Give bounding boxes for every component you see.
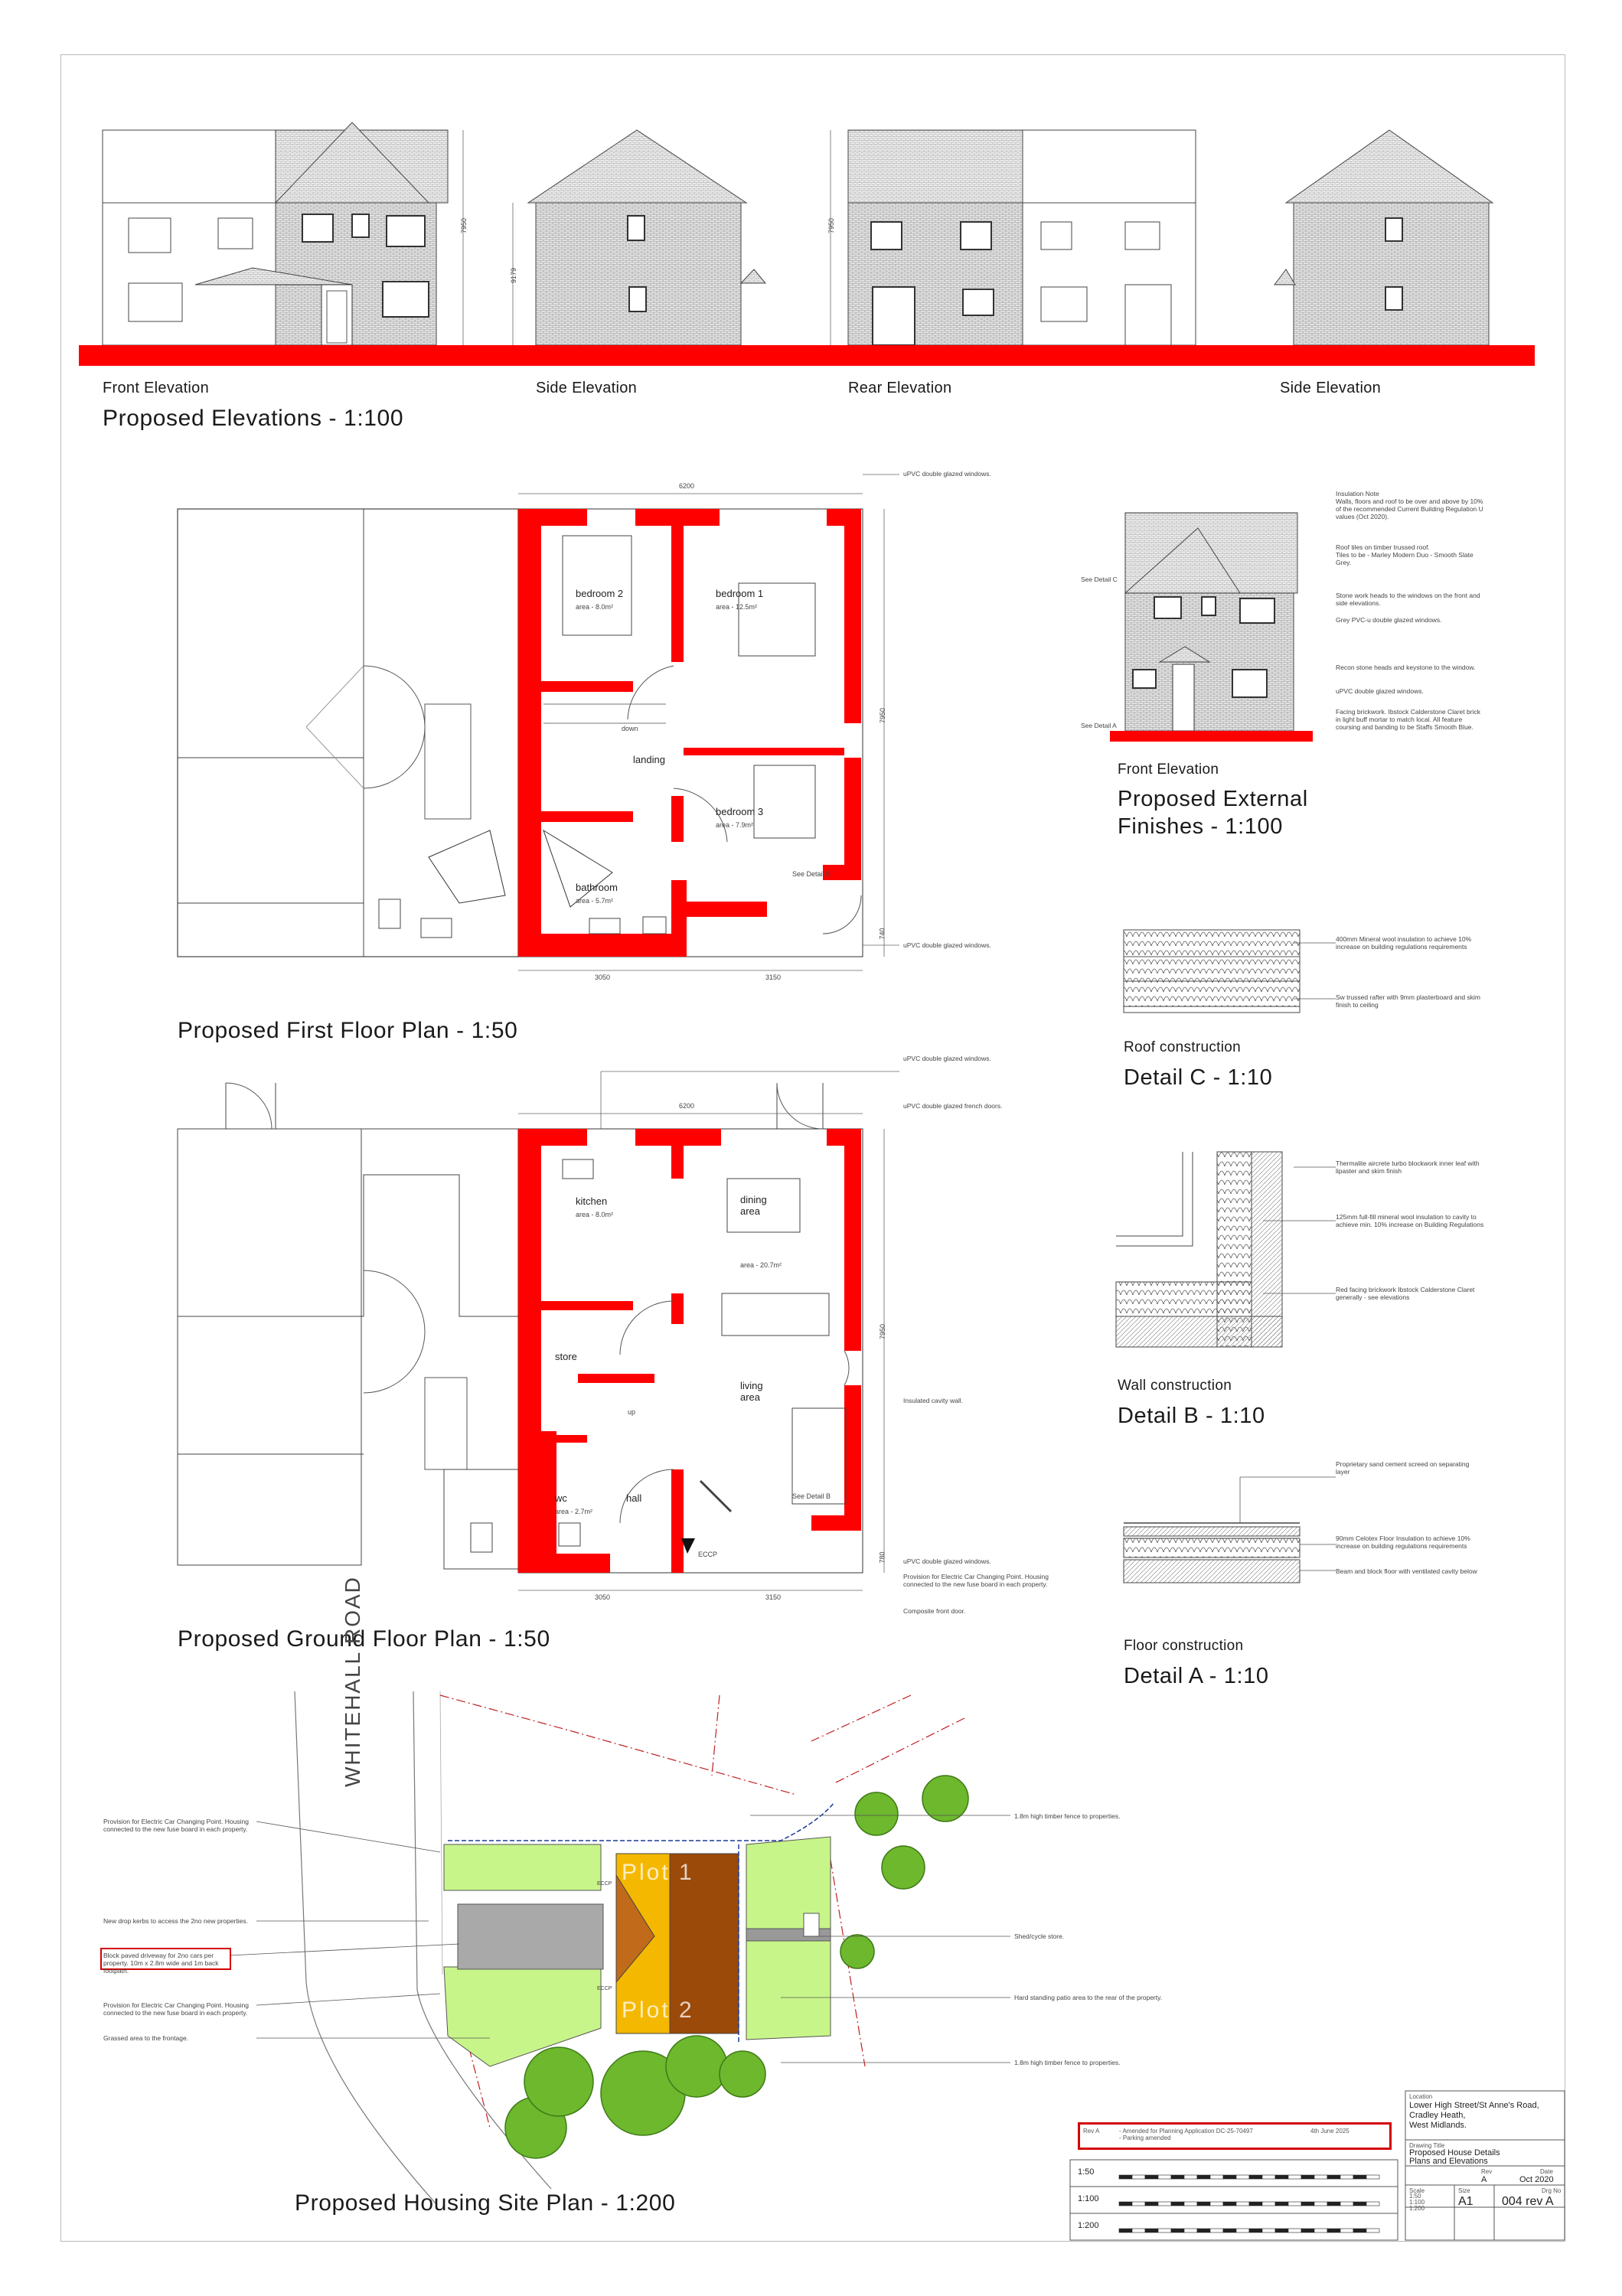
scalebar-segment (1197, 2229, 1210, 2232)
detail-a-note-1: Proprietary sand cement screed on separating layer (1336, 1460, 1470, 1476)
detail-c-roof (1124, 930, 1336, 1013)
gf-dim-left: 3050 (595, 1593, 611, 1601)
ff-note-windows-1: uPVC double glazed windows. (903, 470, 991, 478)
scalebar-segment (1275, 2229, 1288, 2232)
scalebar-segment (1145, 2229, 1158, 2232)
detail-c-note-1: 400mm Mineral wool insulation to achieve 10% increase on building regulations requirements (1336, 935, 1472, 951)
ff-area-bedroom2: area - 8.0m² (576, 603, 614, 611)
scalebar-segment (1327, 2175, 1340, 2179)
detail-a-caption: Floor construction (1124, 1638, 1244, 1654)
detail-b-title: Detail B - 1:10 (1118, 1404, 1265, 1428)
detail-c-note-2: Sw trussed rafter with 9mm plasterboard and skim finish to ceiling (1336, 993, 1480, 1009)
scalebar-segment (1288, 2202, 1301, 2206)
gf-room-wc: wc (555, 1492, 567, 1504)
scalebar-segment (1327, 2229, 1340, 2232)
scalebar-segment (1223, 2175, 1236, 2179)
detail-b-note-2: 125mm full-fill mineral wool insulation to cavity to achieve min. 10% increase on Building Regulations (1336, 1213, 1484, 1228)
gf-note-6: Composite front door. (903, 1607, 966, 1615)
scalebar-segment (1184, 2175, 1197, 2179)
front-elevation (103, 122, 448, 345)
detail-a-title: Detail A - 1:10 (1124, 1664, 1269, 1688)
ground-floor-title: Proposed Ground Floor Plan - 1:50 (178, 1626, 550, 1652)
scalebar-segment (1197, 2175, 1210, 2179)
scalebar-segment (1223, 2229, 1236, 2232)
detail-b-note-3: Red facing brickwork Ibstock Calderstone Claret generally - see elevations (1336, 1286, 1475, 1301)
scale-bars (1119, 2175, 1379, 2232)
ext-ref-c: See Detail C (1081, 576, 1118, 583)
ext-note-roof: Roof tiles on timber trussed roof. Tiles to be - Marley Modern Duo - Smooth Slate Grey. (1336, 543, 1474, 566)
scalebar-segment (1314, 2175, 1327, 2179)
site-eccp-2: ECCP (597, 1986, 612, 1991)
gf-dim-top: 6200 (679, 1102, 695, 1110)
ff-note-windows-2: uPVC double glazed windows. (903, 941, 991, 949)
ext-note-brickwork: Facing brickwork. Ibstock Calderstone Claret brick in light buff mortar to match local. All feature coursing and banding to be Staffs Smooth Blue. (1336, 708, 1480, 731)
tb-size-label: Size (1458, 2187, 1470, 2194)
site-plot-1: Plot 1 (622, 1860, 694, 1885)
external-finishes-elevation (1110, 513, 1313, 742)
side-elevation-label: Side Elevation (536, 380, 638, 396)
gf-dim-side2: 780 (878, 1551, 886, 1564)
scalebar-2-label: 1:100 (1078, 2194, 1099, 2203)
scalebar-segment (1184, 2202, 1197, 2206)
tb-scale-label: Scale (1409, 2187, 1425, 2194)
scalebar-segment (1262, 2175, 1275, 2179)
site-eccp-1: ECCP (597, 1881, 612, 1887)
tb-rev: A (1481, 2175, 1487, 2184)
tb-rev-label: Rev (1481, 2168, 1493, 2175)
rear-elevation-label: Rear Elevation (848, 380, 952, 396)
site-note-left-1: Provision for Electric Car Changing Point. Housing connected to the new fuse board in each property. (103, 1818, 249, 1833)
ext-ref-a: See Detail A (1081, 722, 1117, 729)
ff-dim-right: 3150 (765, 974, 782, 981)
detail-b-caption: Wall construction (1118, 1378, 1232, 1394)
gf-up-label: up (628, 1408, 636, 1416)
scalebar-segment (1119, 2175, 1132, 2179)
site-note-right-1: 1.8m high timber fence to properties. (1014, 1812, 1121, 1820)
tb-scale: 1:50 1:100 1:200 (1409, 2193, 1425, 2212)
side-elevation-1 (528, 130, 765, 345)
scalebar-segment (1119, 2229, 1132, 2232)
ext-title-1: Proposed External (1118, 787, 1308, 811)
gf-dim-side: 7950 (879, 1323, 887, 1340)
site-note-left-5: Grassed area to the frontage. (103, 2034, 189, 2042)
tb-location-label: Location (1409, 2093, 1433, 2100)
scalebar-segment (1236, 2202, 1249, 2206)
detail-a-floor (1124, 1477, 1336, 1583)
scalebar-segment (1158, 2229, 1171, 2232)
ff-dim-side2: 740 (878, 928, 886, 940)
gf-area-wc: area - 2.7m² (555, 1508, 593, 1515)
scalebar-segment (1249, 2229, 1262, 2232)
site-note-right-4: 1.8m high timber fence to properties. (1014, 2059, 1121, 2066)
gf-room-dining: dining area (740, 1194, 767, 1217)
scalebar-segment (1340, 2229, 1353, 2232)
scalebar-segment (1171, 2202, 1184, 2206)
elev-dim-2: 9179 (510, 267, 518, 284)
ff-room-bedroom1: bedroom 1 (716, 588, 764, 599)
scalebar-segment (1353, 2229, 1366, 2232)
gf-room-hall: hall (626, 1492, 642, 1504)
revision-date: 4th June 2025 (1310, 2128, 1349, 2135)
scalebar-segment (1262, 2202, 1275, 2206)
tb-dwg-label: Drg No (1542, 2187, 1562, 2194)
ext-note-insulation: Insulation Note Walls, floors and roof to be over and above by 10% of the recommended Current Building Regulation U values (Oct 2020). (1336, 490, 1483, 520)
detail-b-note-1: Thermalite aircrete turbo blockwork inner leaf with lipaster and skim finish (1336, 1159, 1480, 1175)
scalebar-segment (1262, 2229, 1275, 2232)
gf-area-kitchen: area - 8.0m² (576, 1211, 614, 1218)
gf-note-1: uPVC double glazed windows. (903, 1055, 991, 1062)
gf-eccp: ECCP (698, 1551, 718, 1558)
scalebar-3-label: 1:200 (1078, 2221, 1099, 2230)
scalebar-segment (1275, 2202, 1288, 2206)
ff-dim-left: 3050 (595, 974, 611, 981)
ext-caption: Front Elevation (1118, 762, 1219, 778)
scalebar-segment (1314, 2229, 1327, 2232)
scalebar-segment (1301, 2229, 1314, 2232)
gf-room-kitchen: kitchen (576, 1195, 608, 1207)
ff-area-bathroom: area - 5.7m² (576, 897, 614, 905)
side-elevation-2-label: Side Elevation (1280, 380, 1382, 396)
elev-dim-1: 7950 (460, 217, 468, 234)
site-note-left-3: Block paved driveway for 2no cars per property. 10m x 2.8m wide and 1m back footpath. (103, 1952, 219, 1975)
scalebar-segment (1288, 2175, 1301, 2179)
ground-floor-plan (178, 1071, 899, 1590)
gf-room-living: living area (740, 1380, 763, 1403)
ff-down-label: down (622, 725, 638, 732)
ff-room-bedroom3: bedroom 3 (716, 806, 764, 817)
tb-drawing-title: Proposed House Details Plans and Elevations (1409, 2148, 1500, 2166)
side-elevation-2 (1274, 130, 1493, 345)
scalebar-segment (1301, 2202, 1314, 2206)
scalebar-segment (1301, 2175, 1314, 2179)
scalebar-segment (1184, 2229, 1197, 2232)
scalebar-segment (1236, 2175, 1249, 2179)
first-floor-plan (178, 475, 899, 970)
site-plan-title: Proposed Housing Site Plan - 1:200 (295, 2190, 676, 2216)
ext-note-recon: Recon stone heads and keystone to the window. (1336, 664, 1476, 671)
elevations-title: Proposed Elevations - 1:100 (103, 406, 404, 431)
detail-c-title: Detail C - 1:10 (1124, 1065, 1273, 1090)
tb-title-label: Drawing Title (1409, 2142, 1445, 2149)
ext-title-2: Finishes - 1:100 (1118, 814, 1283, 839)
gf-note-2: uPVC double glazed french doors. (903, 1102, 1003, 1110)
scalebar-segment (1353, 2202, 1366, 2206)
gf-note-4: uPVC double glazed windows. (903, 1557, 991, 1565)
scalebar-segment (1340, 2175, 1353, 2179)
scalebar-segment (1197, 2202, 1210, 2206)
tb-date-label: Date (1540, 2168, 1553, 2175)
scalebar-segment (1158, 2175, 1171, 2179)
detail-a-note-3: Beam and block floor with ventilated cavity below (1336, 1567, 1477, 1575)
scalebar-segment (1171, 2175, 1184, 2179)
tb-date: Oct 2020 (1519, 2175, 1554, 2184)
revision-desc: - Amended for Planning Application DC-25-70497 - Parking amended (1119, 2128, 1253, 2141)
scalebar-segment (1249, 2202, 1262, 2206)
scalebar-segment (1145, 2202, 1158, 2206)
ff-room-bathroom: bathroom (576, 882, 618, 893)
tb-dwg: 004 rev A (1502, 2195, 1554, 2208)
detail-c-caption: Roof construction (1124, 1039, 1241, 1055)
scalebar-segment (1210, 2202, 1223, 2206)
rear-elevation (848, 130, 1196, 345)
site-note-left-2: New drop kerbs to access the 2no new properties. (103, 1917, 248, 1925)
scalebar-segment (1366, 2229, 1379, 2232)
scalebar-segment (1366, 2202, 1379, 2206)
ext-note-stonework: Stone work heads to the windows on the front and side elevations. (1336, 592, 1480, 607)
first-floor-title: Proposed First Floor Plan - 1:50 (178, 1018, 518, 1043)
scalebar-segment (1145, 2175, 1158, 2179)
scalebar-segment (1171, 2229, 1184, 2232)
scalebar-segment (1275, 2175, 1288, 2179)
scalebar-segment (1158, 2202, 1171, 2206)
ground-line (79, 345, 1535, 366)
scalebar-segment (1327, 2202, 1340, 2206)
ext-note-upvc: uPVC double glazed windows. (1336, 687, 1424, 695)
tb-location: Lower High Street/St Anne's Road, Cradley Heath, West Midlands. (1409, 2101, 1539, 2130)
ff-room-landing: landing (633, 754, 665, 765)
scalebar-segment (1119, 2202, 1132, 2206)
detail-a-note-2: 90mm Celotex Floor Insulation to achieve 10% increase on building regulations requirements (1336, 1534, 1470, 1550)
ff-area-bedroom3: area - 7.9m² (716, 821, 754, 829)
site-plot-2: Plot 2 (622, 1998, 694, 2023)
site-note-right-2: Shed/cycle store. (1014, 1932, 1065, 1940)
scalebar-segment (1132, 2229, 1145, 2232)
gf-dim-right: 3150 (765, 1593, 782, 1601)
gf-detail-ref: See Detail B (792, 1492, 831, 1500)
scalebar-segment (1249, 2175, 1262, 2179)
gf-note-5: Provision for Electric Car Changing Point. Housing connected to the new fuse board in each property. (903, 1573, 1049, 1588)
ff-room-bedroom2: bedroom 2 (576, 588, 624, 599)
ext-note-grey-pvc: Grey PVC-u double glazed windows. (1336, 616, 1442, 624)
scalebar-segment (1236, 2229, 1249, 2232)
scalebar-segment (1353, 2175, 1366, 2179)
ff-area-bedroom1: area - 12.5m² (716, 603, 758, 611)
scalebar-1-label: 1:50 (1078, 2167, 1095, 2177)
front-elevation-label: Front Elevation (103, 380, 210, 396)
revision-rev: Rev A (1083, 2128, 1100, 2135)
gf-area-dining-living: area - 20.7m² (740, 1261, 782, 1269)
site-road-name: WHITEHALL ROAD (341, 1576, 364, 1787)
site-note-left-4: Provision for Electric Car Changing Point. Housing connected to the new fuse board in each property. (103, 2001, 249, 2017)
gf-room-store: store (555, 1351, 577, 1362)
gf-note-3: Insulated cavity wall. (903, 1397, 963, 1404)
scalebar-segment (1132, 2202, 1145, 2206)
site-note-right-3: Hard standing patio area to the rear of the property. (1014, 1994, 1163, 2001)
ff-dim-side: 7950 (879, 707, 887, 724)
ff-detail-ref: See Detail B (792, 870, 831, 878)
scalebar-segment (1366, 2175, 1379, 2179)
scalebar-segment (1132, 2175, 1145, 2179)
elev-dim-3: 7950 (827, 217, 836, 234)
scalebar-segment (1288, 2229, 1301, 2232)
scalebar-segment (1210, 2175, 1223, 2179)
scalebar-segment (1223, 2202, 1236, 2206)
detail-b-wall (1116, 1152, 1336, 1347)
ff-dim-top: 6200 (679, 482, 695, 490)
scalebar-segment (1340, 2202, 1353, 2206)
tb-size: A1 (1458, 2195, 1474, 2208)
scalebar-segment (1210, 2229, 1223, 2232)
scalebar-segment (1314, 2202, 1327, 2206)
